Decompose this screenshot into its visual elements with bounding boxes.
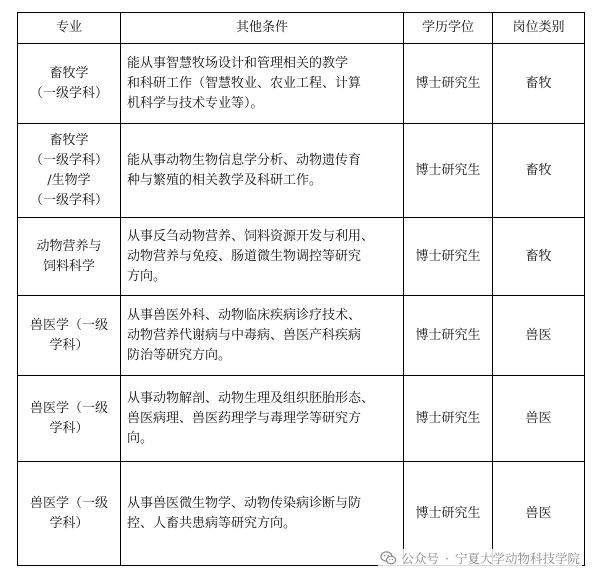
conditions-cell xyxy=(121,124,404,218)
major-line: （一级学科） xyxy=(29,192,108,208)
major-cell xyxy=(18,124,121,218)
condition-line: 和科研工作（智慧牧业、农业工程、计算 xyxy=(127,75,362,91)
header-post-type: 岗位类别 xyxy=(493,13,585,44)
major-line: （一级学科） xyxy=(29,85,108,101)
condition-line: 从事兽医外科、动物临床疾病诊疗技术、 xyxy=(127,307,362,323)
major-line: 饲料科学 xyxy=(42,258,95,274)
condition-line: 方向。 xyxy=(127,268,167,284)
degree-cell: 博士研究生 xyxy=(404,218,493,296)
condition-line: 兽医病理、兽医药理学与毒理学等研究方 xyxy=(127,410,362,426)
condition-line: 向。 xyxy=(127,430,154,446)
major-line: /生物学 xyxy=(47,172,91,188)
conditions-cell xyxy=(121,218,404,296)
condition-line: 能从事动物生物信息学分析、动物遗传育 xyxy=(127,152,362,168)
condition-line: 从事兽医微生物学、动物传染病诊断与防 xyxy=(127,495,362,511)
major-line: 学科） xyxy=(49,337,89,353)
degree-cell: 博士研究生 xyxy=(404,124,493,218)
major-cell xyxy=(18,218,121,296)
table-row xyxy=(18,44,585,124)
major-line: 兽医学（一级 xyxy=(29,317,108,333)
degree-cell: 博士研究生 xyxy=(404,376,493,462)
condition-line: 种与繁殖的相关教学及科研工作。 xyxy=(127,172,323,188)
wechat-icon xyxy=(380,551,397,565)
major-line: 动物营养与 xyxy=(36,238,102,254)
major-line: 学科） xyxy=(49,420,89,436)
major-line: 学科） xyxy=(49,515,89,531)
post-type-cell: 畜牧 xyxy=(493,44,585,124)
header-major: 专业 xyxy=(18,13,121,44)
watermark-label: 公众号 xyxy=(401,551,439,566)
conditions-cell xyxy=(121,44,404,124)
major-cell xyxy=(18,296,121,376)
major-line: 畜牧学 xyxy=(49,132,89,148)
post-type-cell: 畜牧 xyxy=(493,124,585,218)
condition-line: 控、人畜共患病等研究方向。 xyxy=(127,515,297,531)
condition-line: 机科学与技术专业等）。 xyxy=(127,95,264,111)
watermark-separator: · xyxy=(445,550,449,566)
condition-line: 动物营养代谢病与中毒病、兽医产科疾病 xyxy=(127,327,362,343)
conditions-cell xyxy=(121,376,404,462)
condition-line: 从事动物解剖、动物生理及组织胚胎形态、 xyxy=(127,390,375,406)
major-line: 畜牧学 xyxy=(49,65,89,81)
recruitment-table xyxy=(17,12,585,566)
post-type-cell: 兽医 xyxy=(493,296,585,376)
conditions-cell xyxy=(121,462,404,566)
condition-line: 能从事智慧牧场设计和管理相关的教学 xyxy=(127,55,349,71)
post-type-cell: 畜牧 xyxy=(493,218,585,296)
conditions-cell xyxy=(121,296,404,376)
major-line: （一级学科） xyxy=(29,152,108,168)
watermark xyxy=(378,549,582,567)
major-cell xyxy=(18,44,121,124)
condition-line: 动物营养与免疫、肠道微生物调控等研究 xyxy=(127,248,362,264)
post-type-cell: 兽医 xyxy=(493,376,585,462)
degree-cell: 博士研究生 xyxy=(404,296,493,376)
table-row xyxy=(18,218,585,296)
major-cell xyxy=(18,462,121,566)
watermark-account-name: 宁夏大学动物科技学院 xyxy=(454,551,580,566)
table-row xyxy=(18,124,585,218)
major-cell xyxy=(18,376,121,462)
major-line: 兽医学（一级 xyxy=(29,400,108,416)
header-row xyxy=(18,13,585,44)
degree-cell: 博士研究生 xyxy=(404,44,493,124)
degree-cell: 博士研究生 xyxy=(404,462,493,566)
post-type-cell: 兽医 xyxy=(493,462,585,566)
header-conditions: 其他条件 xyxy=(121,13,404,44)
table-row xyxy=(18,376,585,462)
condition-line: 防治等研究方向。 xyxy=(127,347,232,363)
table-row xyxy=(18,296,585,376)
condition-line: 从事反刍动物营养、饲料资源开发与利用、 xyxy=(127,228,375,244)
header-degree: 学历学位 xyxy=(404,13,493,44)
major-line: 兽医学（一级 xyxy=(29,495,108,511)
